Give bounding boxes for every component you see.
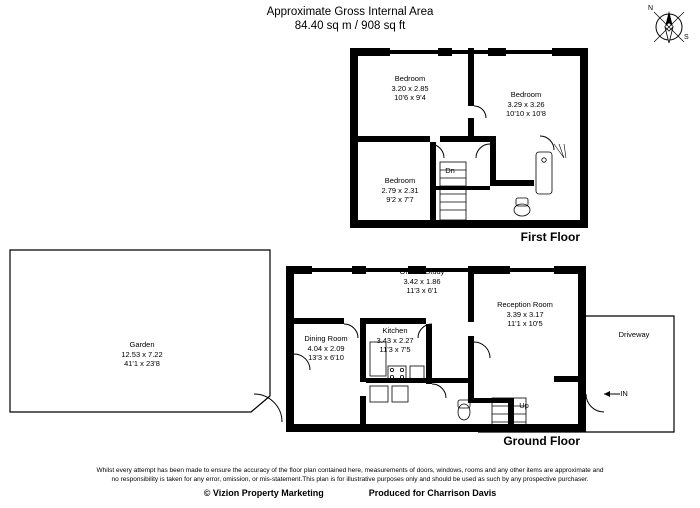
room-label-reception-room xyxy=(473,300,577,329)
room-metric: 3.20 x 2.85 xyxy=(391,83,429,93)
room-imperial: 11'3 x 7'5 xyxy=(379,345,411,354)
credit-row xyxy=(0,487,700,500)
room-metric: 3.43 x 2.27 xyxy=(376,335,414,345)
disclaimer-line-2: no responsibility is taken for any error, omission, or mis-statement.This plan is for illustrative purposes only and should be used as such by any prospective purchaser. xyxy=(111,476,589,483)
room-metric: 3.39 x 3.17 xyxy=(506,309,544,319)
room-imperial: 10'10 x 10'8 xyxy=(506,109,546,118)
room-imperial: 10'6 x 9'4 xyxy=(394,93,426,102)
room-label-garden xyxy=(92,340,192,369)
compass-s-label: S xyxy=(684,34,689,41)
compass-rose xyxy=(648,6,690,48)
room-metric: 3.29 x 3.26 xyxy=(507,99,545,109)
stairs-up-label: Up xyxy=(519,401,529,410)
ground-floor-title: Ground Floor xyxy=(503,434,580,448)
room-metric: 2.79 x 2.31 xyxy=(381,185,419,195)
page-title xyxy=(0,5,700,33)
room-name: Driveway xyxy=(618,330,650,339)
credit-left: © Vizion Property Marketing xyxy=(203,488,324,498)
room-metric: 12.53 x 7.22 xyxy=(121,349,163,359)
room-imperial: 13'3 x 6'10 xyxy=(308,353,344,362)
room-name: Bedroom xyxy=(394,74,426,83)
footer xyxy=(0,466,700,500)
room-name: Office / Study xyxy=(399,267,445,276)
first-floor-plan xyxy=(340,40,600,235)
stairs-down-label: Dn xyxy=(445,166,455,175)
room-label-office-study xyxy=(372,267,472,296)
room-name: Reception Room xyxy=(497,300,553,309)
room-label-bedroom-3 xyxy=(352,176,448,205)
room-imperial: 11'1 x 10'5 xyxy=(507,319,543,328)
compass-n-label: N xyxy=(648,5,654,12)
title-line-2: 84.40 sq m / 908 sq ft xyxy=(294,20,406,32)
entrance-label: IN xyxy=(620,389,628,398)
first-floor-title: First Floor xyxy=(520,230,580,244)
title-line-1: Approximate Gross Internal Area xyxy=(266,6,434,18)
credit-right: Produced for Charrison Davis xyxy=(368,488,497,498)
room-name: Bedroom xyxy=(510,90,542,99)
room-imperial: 9'2 x 7'7 xyxy=(386,195,414,204)
room-imperial: 41'1 x 23'8 xyxy=(124,359,160,368)
room-label-bedroom-1 xyxy=(362,74,458,103)
room-imperial: 11'3 x 6'1 xyxy=(406,286,438,295)
room-label-driveway xyxy=(604,330,664,340)
room-label-bedroom-2 xyxy=(478,90,574,119)
room-name: Dining Room xyxy=(304,334,348,343)
disclaimer-line-1: Whilst every attempt has been made to ensure the accuracy of the floor plan contained here, measurements of doors, windows, rooms and any other items are approximate and xyxy=(96,467,604,474)
room-name: Kitchen xyxy=(382,326,408,335)
room-name: Bedroom xyxy=(384,176,416,185)
room-label-kitchen xyxy=(349,326,441,355)
room-metric: 3.42 x 1.86 xyxy=(403,276,441,286)
room-name: Garden xyxy=(129,340,155,349)
room-metric: 4.04 x 2.09 xyxy=(307,343,345,353)
